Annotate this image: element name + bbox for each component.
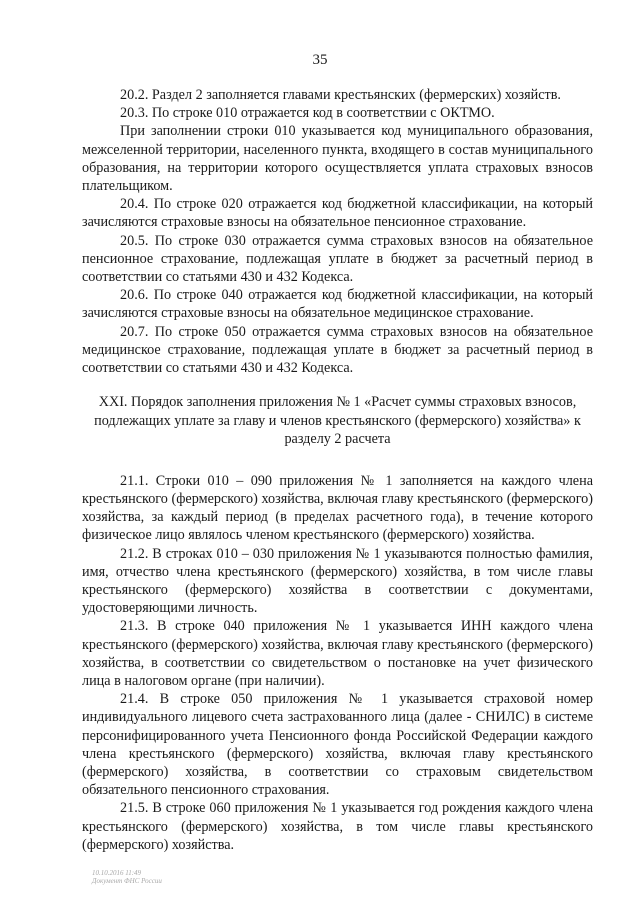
paragraph-20-5: 20.5. По строке 030 отражается сумма страховых взносов на обязательное пенсионное страхование, подлежащая уплате в бюджет за расчетный период в соответствии со статьями 430 и 432 Кодекса. (82, 232, 593, 286)
paragraph-20-3: 20.3. По строке 010 отражается код в соответствии с ОКТМО. (120, 105, 495, 122)
section-heading: XXI. Порядок заполнения приложения № 1 «Расчет суммы страховых взносов, подлежащих уплате за главу и членов крестьянского (фермерского) хозяйства» к разделу 2 расчета (94, 394, 581, 448)
paragraph-21-5: 21.5. В строке 060 приложения № 1 указывается год рождения каждого члена крестьянского (фермерского) хозяйства, в том числе главы крестьянского (фермерского) хозяйства. (82, 800, 593, 853)
paragraph-20-7: 20.7. По строке 050 отражается сумма страховых взносов на обязательное медицинское страхование, подлежащая уплате в бюджет за расчетный период в соответствии со статьями 430 и 432 Кодекса. (82, 323, 593, 377)
paragraph-20-4: 20.4. По строке 020 отражается код бюджетной классификации, на который зачисляются страховые взносы на обязательное пенсионное страхование. (82, 196, 593, 231)
page-number: 35 (312, 52, 328, 68)
paragraph-20-6: 20.6. По строке 040 отражается код бюджетной классификации, на который зачисляются страховые взносы на обязательное медицинское страхование. (82, 287, 593, 322)
footer-stamp-line: Документ ФНС России (92, 877, 162, 885)
paragraph-20-2: 20.2. Раздел 2 заполняется главами крестьянских (фермерских) хозяйств. (120, 87, 561, 103)
paragraph-21-4: 21.4. В строке 050 приложения № 1 указывается страховой номер индивидуального лицевого счета застрахованного лица (далее - СНИЛС) в системе персонифицированного учета Пенсионного фонда Российской Федерации каждого члена крестьянского (фермерского) хозяйства, включая главу крестьянского (фермерского) хозяйства, в соответствии со страховым свидетельством обязательного пенсионного страхования. (82, 691, 593, 799)
footer-stamp-line: 10.10.2016 11:49 (92, 869, 142, 877)
paragraph-21-1: 21.1. Строки 010 – 090 приложения № 1 заполняется на каждого члена крестьянского (фермерского) хозяйства, включая главу крестьянского (фермерского) хозяйства, за каждый период (в пределах расчетного года), в течение которого физическое лицо являлось членом крестьянского (фермерского) хозяйства. (82, 472, 593, 544)
paragraph-21-3: 21.3. В строке 040 приложения № 1 указывается ИНН каждого члена крестьянского (фермерского) хозяйства, включая главу крестьянского (фермерского) хозяйства, в соответствии со свидетельством о постановке на учет физического лица в налоговом органе (при наличии). (82, 618, 593, 689)
footer-stamp (92, 869, 162, 885)
document-body (82, 86, 593, 854)
paragraph-20-3-detail: При заполнении строки 010 указывается код муниципального образования, межселенной территории, населенного пункта, входящего в состав муниципального образования, на территории которого осуществляется уплата страховых взносов плательщиком. (82, 123, 593, 195)
paragraph-21-2: 21.2. В строках 010 – 030 приложения № 1 указываются полностью фамилия, имя, отчество члена крестьянского (фермерского) хозяйства, в том числе главы крестьянского (фермерского) хозяйства в соответствии с документами, удостоверяющими личность. (82, 545, 593, 617)
